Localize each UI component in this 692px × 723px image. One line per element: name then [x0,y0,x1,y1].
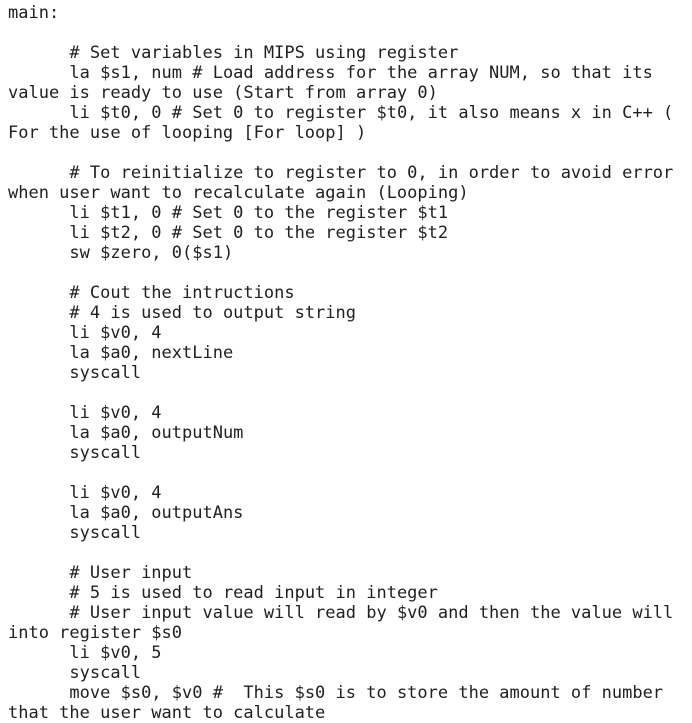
code-line: # To reinitialize to register to 0, in order to avoid error when user want to recalculate again (Looping) [8,163,684,203]
code-line: li $v0, 4 [8,483,162,503]
code-line [8,143,688,163]
code-line: la $a0, outputNum [8,423,244,443]
code-line: li $v0, 4 [8,403,162,423]
code-line: syscall [8,523,142,543]
code-line: li $t2, 0 # Set 0 to the register $t2 [8,223,449,243]
code-line: syscall [8,663,142,683]
code-line [8,23,688,43]
code-line: # 5 is used to read input in integer [8,583,438,603]
code-line: syscall [8,443,142,463]
code-line: # Cout the intructions [8,283,295,303]
code-line: li $t0, 0 # Set 0 to register $t0, it also means x in C++ ( For the use of looping [For loop] ) [8,103,684,143]
code-line: li $t1, 0 # Set 0 to the register $t1 [8,203,449,223]
code-line: li $v0, 4 [8,323,162,343]
code-line: # User input [8,563,193,583]
code-line: move $s0, $v0 # This $s0 is to store the amount of number that the user want to calculate [8,683,674,723]
code-line: # User input value will read by $v0 and then the value will into register $s0 [8,603,684,643]
code-line: li $v0, 5 [8,643,162,663]
code-line: la $s1, num # Load address for the array NUM, so that its value is ready to use (Start from array 0) [8,63,664,103]
code-line: sw $zero, 0($s1) [8,243,234,263]
code-line: # 4 is used to output string [8,303,356,323]
code-line: # Set variables in MIPS using register [8,43,459,63]
code-line: la $a0, nextLine [8,343,234,363]
code-line [8,263,688,283]
code-line [8,383,688,403]
code-line: syscall [8,363,142,383]
code-line [8,463,688,483]
code-line: main: [8,3,60,23]
code-line [8,543,688,563]
code-line: la $a0, outputAns [8,503,244,523]
